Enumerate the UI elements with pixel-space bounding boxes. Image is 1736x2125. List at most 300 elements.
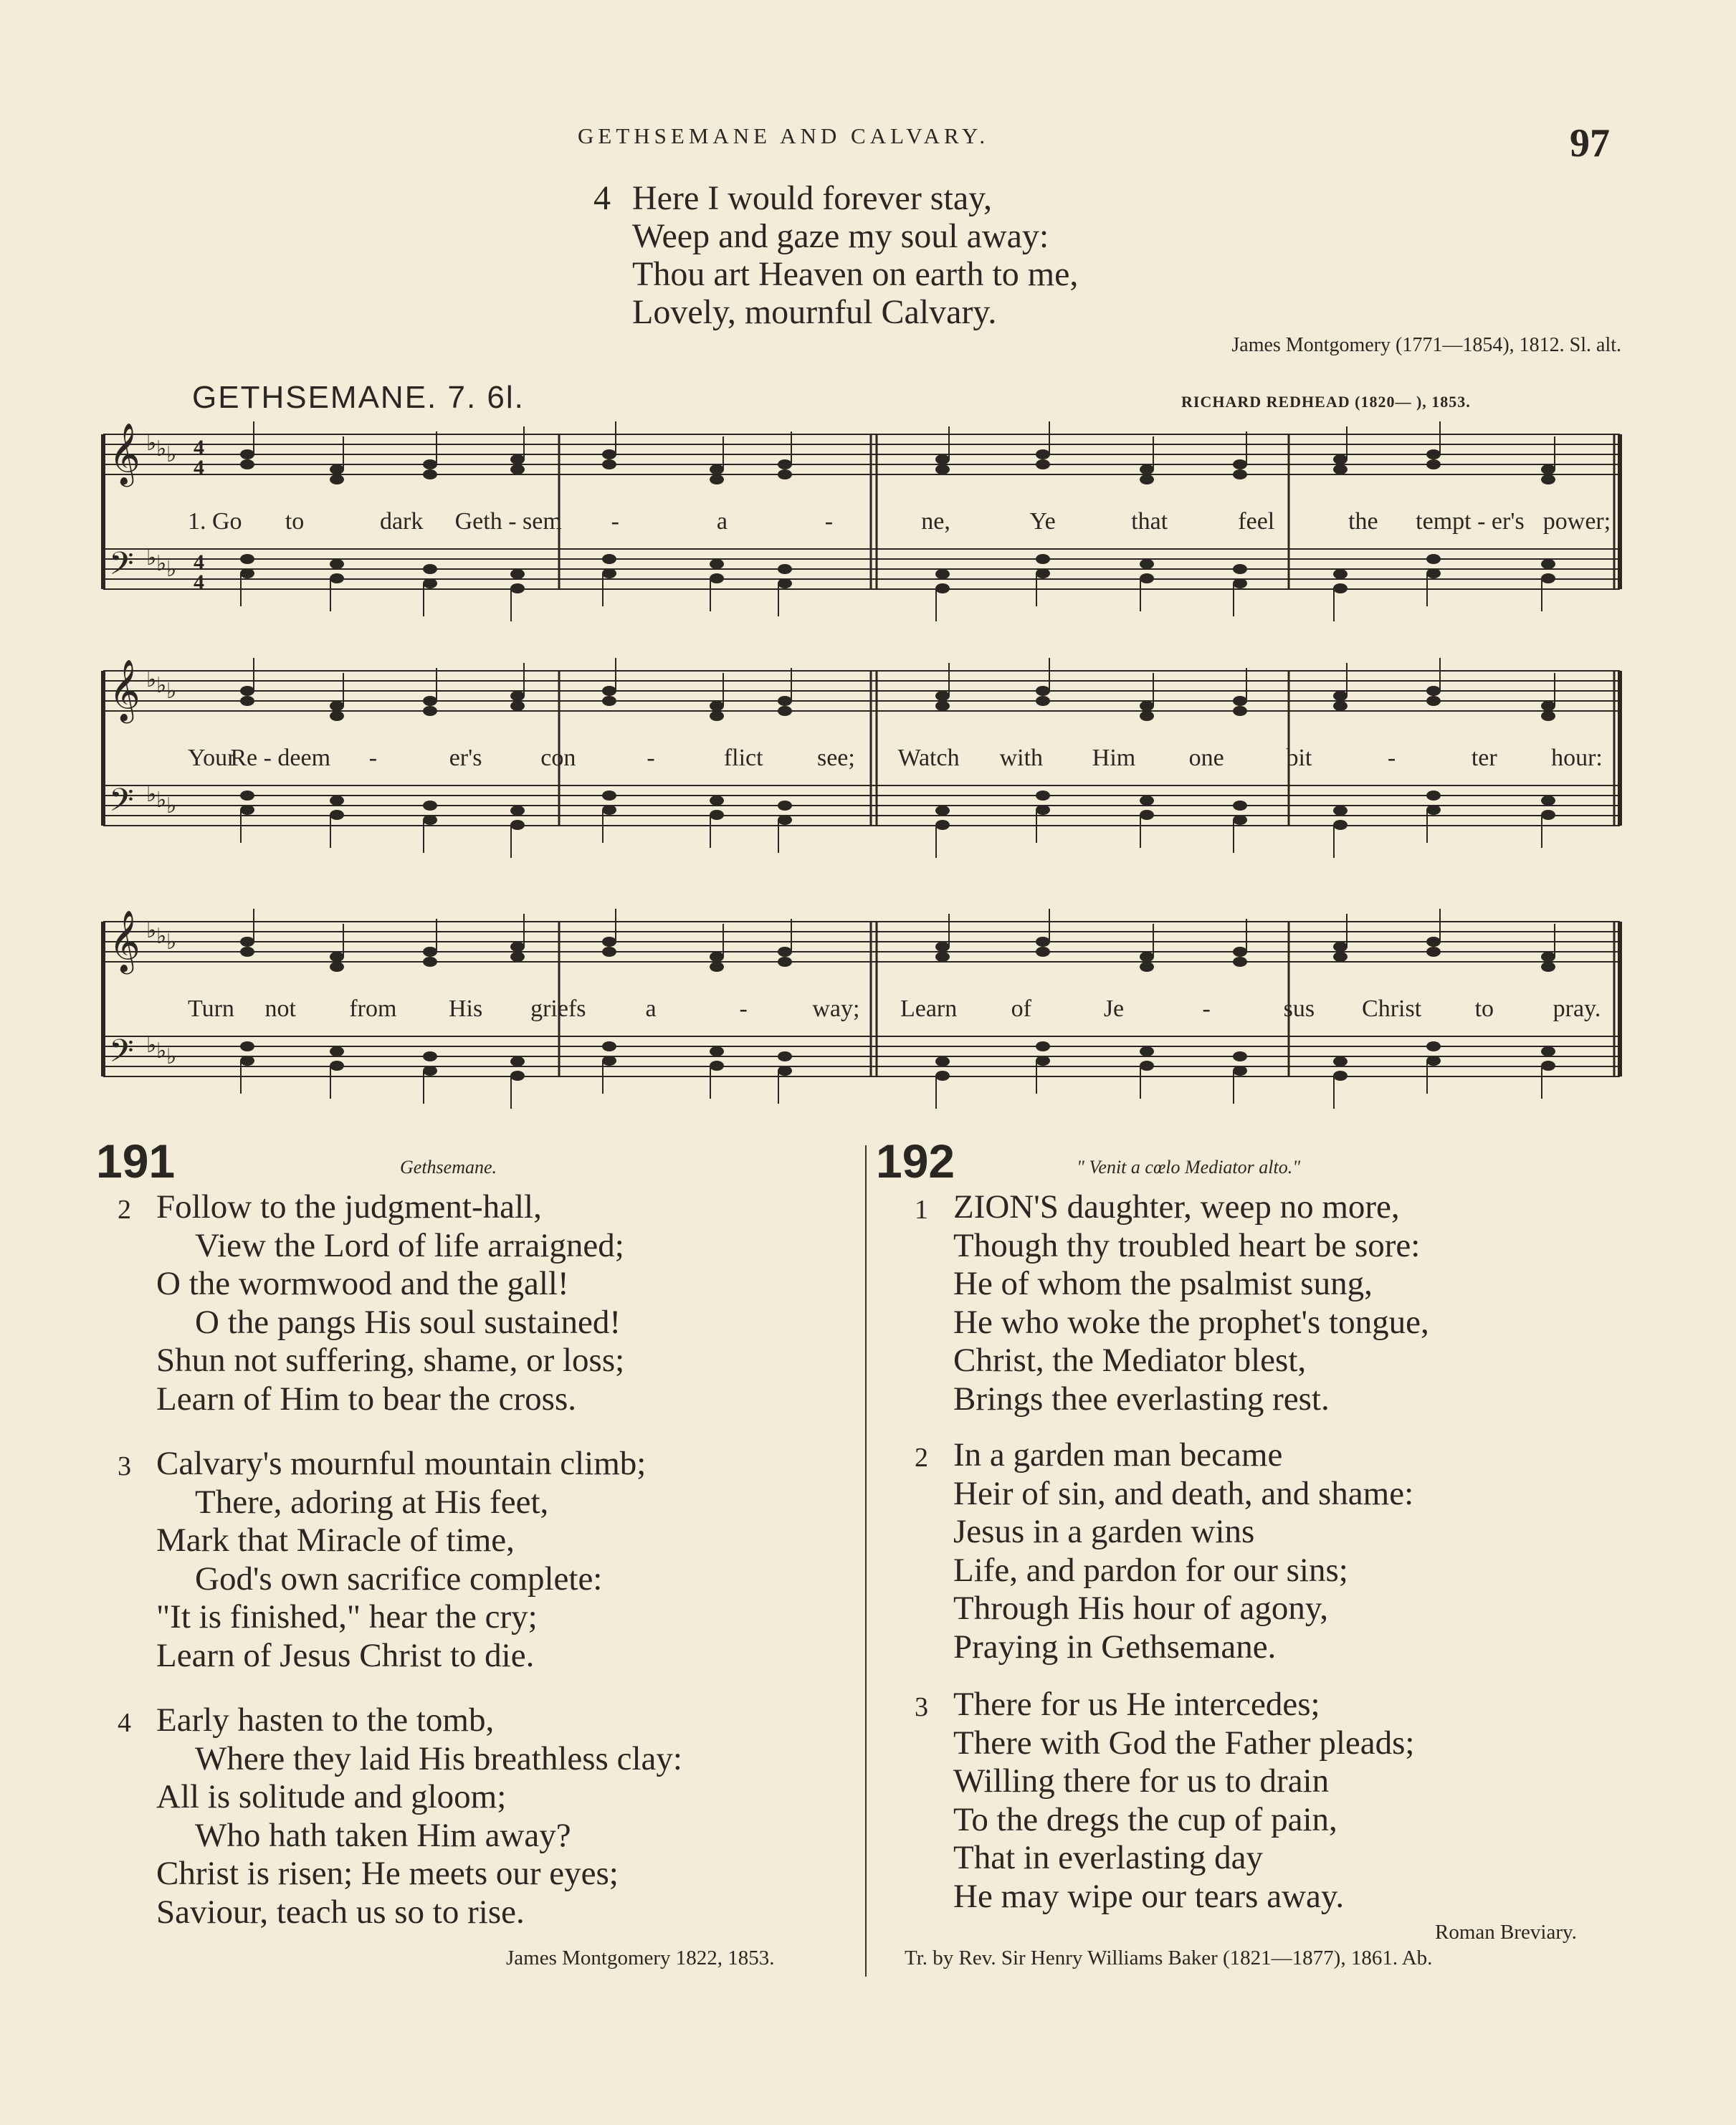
note-head <box>1333 942 1348 952</box>
stanza-number: 4 <box>593 179 611 217</box>
verse-line: "It is finished," hear the cry; <box>156 1598 538 1635</box>
hymn-191-attribution: James Montgomery 1822, 1853. <box>506 1947 775 1969</box>
note-head <box>1140 1046 1154 1056</box>
verse-number: 2 <box>118 1195 131 1225</box>
lyric-syllable: 1. Go <box>188 508 242 535</box>
note-head <box>330 711 344 721</box>
note-head <box>1541 474 1555 484</box>
flat-icon: ♭ <box>146 668 157 692</box>
note-head <box>1426 568 1441 578</box>
note-head <box>1426 791 1441 801</box>
note-head <box>778 696 792 706</box>
note-head <box>1233 801 1247 811</box>
note-head <box>935 1071 950 1081</box>
note-head <box>1036 791 1050 801</box>
note-head <box>240 696 254 706</box>
note-head <box>778 957 792 967</box>
lyric-syllable: to <box>1474 995 1494 1022</box>
verse <box>953 1188 1429 1418</box>
note-head <box>710 559 724 569</box>
flat-icon: ♭ <box>156 552 167 576</box>
note-head <box>330 559 344 569</box>
verse-line: Christ, the Mediator blest, <box>953 1342 1307 1379</box>
note-head <box>1140 1061 1154 1071</box>
note-head <box>778 706 792 716</box>
note-head <box>1426 1041 1441 1051</box>
note-head <box>1036 947 1050 957</box>
note-head <box>423 1066 437 1076</box>
flat-icon: ♭ <box>146 546 157 570</box>
lyric-syllable: - <box>647 745 655 771</box>
tune-name: GETHSEMANE. 7. 6l. <box>192 380 525 415</box>
note-head <box>1036 449 1050 459</box>
note-head <box>510 952 525 962</box>
verse-line: O the wormwood and the gall! <box>156 1265 569 1302</box>
verse-line: There with God the Father pleads; <box>953 1724 1415 1762</box>
lyric-syllable: Your <box>188 745 236 771</box>
flat-icon: ♭ <box>146 919 157 942</box>
verse-line: Heir of sin, and death, and shame: <box>953 1474 1414 1512</box>
verse-line: Calvary's mournful mountain climb; <box>156 1445 647 1482</box>
verse-line: Follow to the judgment-hall, <box>156 1188 542 1226</box>
note-head <box>240 1041 254 1051</box>
bass-clef-icon: 𝄢 <box>109 546 134 589</box>
lyric-syllable: way; <box>812 995 860 1022</box>
note-head <box>1036 568 1050 578</box>
note-head <box>240 459 254 469</box>
verse-line: View the Lord of life arraigned; <box>195 1226 624 1264</box>
note-head <box>423 696 437 706</box>
note-head <box>1233 564 1247 574</box>
verse-line: There, adoring at His feet, <box>195 1483 549 1521</box>
flat-icon: ♭ <box>166 443 177 467</box>
verse-line: Who hath taken Him away? <box>195 1816 571 1854</box>
hymn-192-source: Roman Breviary. <box>1435 1921 1577 1944</box>
note-head <box>240 805 254 815</box>
lyric-syllable: - <box>368 745 378 771</box>
lyric-syllable: Turn <box>188 995 234 1022</box>
lyric-syllable: to <box>285 508 305 535</box>
note-head <box>240 791 254 801</box>
note-head <box>778 459 792 469</box>
top-stanza-attribution: James Montgomery (1771—1854), 1812. Sl. alt. <box>1231 334 1621 356</box>
verse <box>953 1436 1413 1666</box>
note-head <box>602 1041 616 1051</box>
note-head <box>710 464 724 474</box>
note-head <box>1541 796 1555 806</box>
note-head <box>778 947 792 957</box>
note-head <box>1233 1051 1247 1061</box>
note-head <box>935 806 950 816</box>
note-head <box>935 942 950 952</box>
note-head <box>1140 962 1154 972</box>
note-head <box>710 1061 724 1071</box>
verse-line: To the dregs the cup of pain, <box>953 1800 1337 1838</box>
note-head <box>240 686 254 696</box>
page-number: 97 <box>1570 121 1610 166</box>
note-head <box>935 820 950 830</box>
verse-number: 3 <box>915 1692 928 1722</box>
note-head <box>1140 796 1154 806</box>
note-head <box>1426 554 1441 564</box>
verse-line: Though thy troubled heart be sore: <box>953 1226 1421 1264</box>
note-head <box>602 686 616 696</box>
lyric-syllable: Christ <box>1362 995 1422 1022</box>
verse-number: 4 <box>118 1708 131 1738</box>
lyric-syllable: tempt - er's <box>1416 508 1525 535</box>
lyric-syllable: with <box>999 745 1044 771</box>
note-head <box>710 810 724 820</box>
flat-icon: ♭ <box>146 431 157 455</box>
flat-icon: ♭ <box>156 674 167 697</box>
lyric-syllable: from <box>349 995 397 1022</box>
note-head <box>1036 805 1050 815</box>
flat-icon: ♭ <box>166 558 177 581</box>
note-head <box>1426 805 1441 815</box>
note-head <box>1233 815 1247 825</box>
bass-clef-icon: 𝄢 <box>109 783 134 826</box>
note-head <box>423 815 437 825</box>
time-signature: 4 <box>194 456 204 479</box>
lyric-syllable: a <box>645 995 657 1022</box>
lyric-syllable: His <box>448 995 483 1022</box>
verse-line: Saviour, teach us so to rise. <box>156 1893 525 1931</box>
verse-line: In a garden man became <box>953 1436 1283 1474</box>
lyric-syllable: - <box>611 508 619 535</box>
note-head <box>1233 696 1247 706</box>
flat-icon: ♭ <box>166 679 177 703</box>
note-head <box>1426 459 1441 469</box>
hymn-number-191: 191 <box>96 1135 176 1188</box>
note-head <box>602 459 616 469</box>
note-head <box>510 569 525 579</box>
note-head <box>710 573 724 583</box>
note-head <box>330 796 344 806</box>
verse-line: All is solitude and gloom; <box>156 1778 507 1815</box>
note-head <box>1426 937 1441 947</box>
note-head <box>778 578 792 588</box>
note-head <box>1333 464 1348 474</box>
time-signature: 4 <box>194 570 204 594</box>
verse-line: That in everlasting day <box>953 1839 1263 1876</box>
treble-clef-icon: 𝄞 <box>109 912 140 971</box>
note-head <box>510 701 525 711</box>
treble-clef-icon: 𝄞 <box>109 662 140 720</box>
lyric-syllable: - <box>1202 995 1211 1022</box>
note-head <box>1333 454 1348 464</box>
note-head <box>423 957 437 967</box>
note-head <box>510 454 525 464</box>
verse <box>156 1188 624 1418</box>
bass-clef-icon: 𝄢 <box>109 1033 134 1076</box>
note-head <box>1233 706 1247 716</box>
note-head <box>778 1051 792 1061</box>
note-head <box>330 474 344 484</box>
lyric-syllable: Je <box>1103 995 1125 1022</box>
note-head <box>710 474 724 484</box>
note-head <box>510 583 525 593</box>
note-head <box>423 1051 437 1061</box>
note-head <box>423 469 437 479</box>
lyric-syllable: Learn <box>900 995 958 1022</box>
note-head <box>423 947 437 957</box>
note-head <box>602 554 616 564</box>
note-head <box>510 806 525 816</box>
note-head <box>602 805 616 815</box>
verse-number: 2 <box>915 1443 928 1473</box>
note-head <box>1233 578 1247 588</box>
note-head <box>602 791 616 801</box>
note-head <box>330 1046 344 1056</box>
note-head <box>1541 1061 1555 1071</box>
note-head <box>710 1046 724 1056</box>
note-head <box>330 810 344 820</box>
lyric-syllable: see; <box>816 745 855 771</box>
note-head <box>1426 449 1441 459</box>
verse-line: Praying in Gethsemane. <box>953 1628 1277 1666</box>
note-head <box>935 569 950 579</box>
lyric-syllable: bit <box>1286 745 1312 771</box>
music-system <box>103 421 1620 621</box>
lyric-syllable: er's <box>449 745 482 771</box>
lyric-syllable: Re - deem <box>230 745 331 771</box>
note-head <box>1333 952 1348 962</box>
music-system <box>103 909 1620 1109</box>
note-head <box>1140 573 1154 583</box>
verse-number: 1 <box>915 1195 928 1225</box>
verse-line: God's own sacrifice complete: <box>195 1560 603 1598</box>
verse-line: Christ is risen; He meets our eyes; <box>156 1855 619 1892</box>
lyric-syllable: - <box>739 995 748 1022</box>
note-head <box>510 464 525 474</box>
verse-line: Willing there for us to drain <box>953 1762 1330 1800</box>
note-head <box>1140 711 1154 721</box>
note-head <box>1541 1046 1555 1056</box>
note-head <box>1426 686 1441 696</box>
note-head <box>1233 459 1247 469</box>
note-head <box>935 464 950 474</box>
note-head <box>1541 962 1555 972</box>
lyric-syllable: one <box>1188 745 1224 771</box>
note-head <box>510 942 525 952</box>
note-head <box>602 449 616 459</box>
lyric-syllable: Him <box>1092 745 1136 771</box>
note-head <box>1333 583 1348 593</box>
note-head <box>1541 573 1555 583</box>
hymn-191-subtitle: Gethsemane. <box>400 1157 497 1178</box>
note-head <box>240 554 254 564</box>
verse-line: ZION'S daughter, weep no more, <box>953 1188 1400 1226</box>
note-head <box>935 952 950 962</box>
note-head <box>710 711 724 721</box>
note-head <box>1541 952 1555 962</box>
hymn-192-attribution: Tr. by Rev. Sir Henry Williams Baker (1821—1877), 1861. Ab. <box>905 1947 1433 1969</box>
verse-line: Mark that Miracle of time, <box>156 1522 515 1559</box>
music-system <box>103 658 1620 858</box>
flat-icon: ♭ <box>156 788 167 812</box>
hymn-number-192: 192 <box>876 1135 955 1188</box>
note-head <box>1333 701 1348 711</box>
verse-number: 3 <box>118 1451 131 1481</box>
verse-line: Brings thee everlasting rest. <box>953 1380 1330 1418</box>
note-head <box>778 564 792 574</box>
note-head <box>1036 937 1050 947</box>
verse-line: Learn of Jesus Christ to die. <box>156 1636 535 1674</box>
note-head <box>1541 701 1555 711</box>
note-head <box>330 573 344 583</box>
note-head <box>1036 1041 1050 1051</box>
note-head <box>710 701 724 711</box>
note-head <box>1233 947 1247 957</box>
flat-icon: ♭ <box>146 1033 157 1057</box>
note-head <box>1036 554 1050 564</box>
note-head <box>710 952 724 962</box>
note-head <box>1333 820 1348 830</box>
note-head <box>602 1056 616 1066</box>
note-head <box>1333 691 1348 701</box>
note-head <box>778 815 792 825</box>
note-head <box>1541 810 1555 820</box>
time-signature: 4 <box>194 436 204 459</box>
note-head <box>1541 711 1555 721</box>
note-head <box>1036 459 1050 469</box>
note-head <box>1426 947 1441 957</box>
note-head <box>330 952 344 962</box>
verse <box>953 1686 1414 1916</box>
note-head <box>423 706 437 716</box>
note-head <box>510 820 525 830</box>
lyric-syllable: a <box>716 508 728 535</box>
verse <box>156 1445 646 1675</box>
lyric-syllable: that <box>1131 508 1168 535</box>
flat-icon: ♭ <box>156 925 167 948</box>
note-head <box>1140 810 1154 820</box>
note-head <box>1333 569 1348 579</box>
note-head <box>423 564 437 574</box>
flat-icon: ♭ <box>166 794 177 818</box>
lyric-syllable: not <box>264 995 296 1022</box>
verse <box>156 1701 682 1931</box>
note-head <box>1233 1066 1247 1076</box>
flat-icon: ♭ <box>166 930 177 954</box>
verse-line: There for us He intercedes; <box>953 1686 1320 1723</box>
verse-line: He of whom the psalmist sung, <box>953 1265 1373 1302</box>
note-head <box>602 937 616 947</box>
note-head <box>1140 474 1154 484</box>
verse-line: He may wipe our tears away. <box>953 1877 1345 1915</box>
note-head <box>1140 952 1154 962</box>
note-head <box>423 459 437 469</box>
note-head <box>330 701 344 711</box>
time-signature: 4 <box>194 550 204 574</box>
flat-icon: ♭ <box>166 1045 177 1069</box>
note-head <box>423 578 437 588</box>
running-header: GETHSEMANE AND CALVARY. <box>578 123 990 148</box>
note-head <box>935 583 950 593</box>
note-head <box>1140 559 1154 569</box>
composer-credit: RICHARD REDHEAD (1820— ), 1853. <box>1181 393 1471 411</box>
lyric-syllable: - <box>824 508 834 535</box>
note-head <box>423 801 437 811</box>
note-head <box>510 691 525 701</box>
stanza-line: Thou art Heaven on earth to me, <box>632 255 1079 293</box>
note-head <box>510 1071 525 1081</box>
stanza-line: Lovely, mournful Calvary. <box>632 293 997 331</box>
note-head <box>240 449 254 459</box>
note-head <box>602 568 616 578</box>
verse-line: Where they laid His breathless clay: <box>195 1739 682 1777</box>
flat-icon: ♭ <box>146 783 157 806</box>
verse-line: Early hasten to the tomb, <box>156 1701 495 1739</box>
note-head <box>935 1056 950 1066</box>
verse-line: Shun not suffering, shame, or loss; <box>156 1342 625 1379</box>
note-head <box>1426 696 1441 706</box>
note-head <box>240 937 254 947</box>
stanza-line: Here I would forever stay, <box>632 179 993 217</box>
note-head <box>510 1056 525 1066</box>
note-head <box>240 947 254 957</box>
column-divider <box>865 1145 867 1977</box>
lyric-syllable: griefs <box>530 995 586 1022</box>
note-head <box>710 962 724 972</box>
note-head <box>1233 957 1247 967</box>
verse-line: He who woke the prophet's tongue, <box>953 1303 1429 1341</box>
lyric-syllable: pray. <box>1553 995 1601 1022</box>
note-head <box>1140 701 1154 711</box>
note-head <box>1036 686 1050 696</box>
lyric-syllable: hour: <box>1551 745 1603 771</box>
lyric-syllable: - <box>1387 745 1396 771</box>
flat-icon: ♭ <box>156 437 167 461</box>
note-head <box>1541 559 1555 569</box>
note-head <box>602 696 616 706</box>
lyric-syllable: Watch <box>897 745 960 771</box>
verse-line: Jesus in a garden wins <box>953 1513 1255 1550</box>
note-head <box>1233 469 1247 479</box>
note-head <box>1036 696 1050 706</box>
lyric-syllable: Geth - sem <box>454 508 562 535</box>
lyric-syllable: dark <box>379 508 424 535</box>
lyric-syllable: ne, <box>921 508 950 535</box>
note-head <box>778 801 792 811</box>
note-head <box>240 1056 254 1066</box>
verse-line: Learn of Him to bear the cross. <box>156 1380 576 1418</box>
verse-line: O the pangs His soul sustained! <box>195 1303 621 1341</box>
verse-line: Through His hour of agony, <box>953 1590 1329 1627</box>
lyric-syllable: ter <box>1471 745 1497 771</box>
lyric-syllable: sus <box>1283 995 1315 1022</box>
verse-line: Life, and pardon for our sins; <box>953 1551 1348 1589</box>
note-head <box>1426 1056 1441 1066</box>
note-head <box>778 1066 792 1076</box>
lyric-syllable: feel <box>1238 508 1275 535</box>
hymn-192-subtitle: " Venit a cœlo Mediator alto." <box>1077 1157 1301 1178</box>
note-head <box>935 691 950 701</box>
note-head <box>602 947 616 957</box>
stanza-line: Weep and gaze my soul away: <box>632 217 1049 255</box>
note-head <box>1036 1056 1050 1066</box>
note-head <box>330 1061 344 1071</box>
lyric-syllable: flict <box>723 745 763 771</box>
flat-icon: ♭ <box>156 1039 167 1063</box>
lyric-syllable: Ye <box>1029 508 1056 535</box>
note-head <box>1333 1071 1348 1081</box>
note-head <box>1140 464 1154 474</box>
note-head <box>778 469 792 479</box>
note-head <box>330 962 344 972</box>
note-head <box>330 464 344 474</box>
lyric-syllable: the <box>1348 508 1378 535</box>
